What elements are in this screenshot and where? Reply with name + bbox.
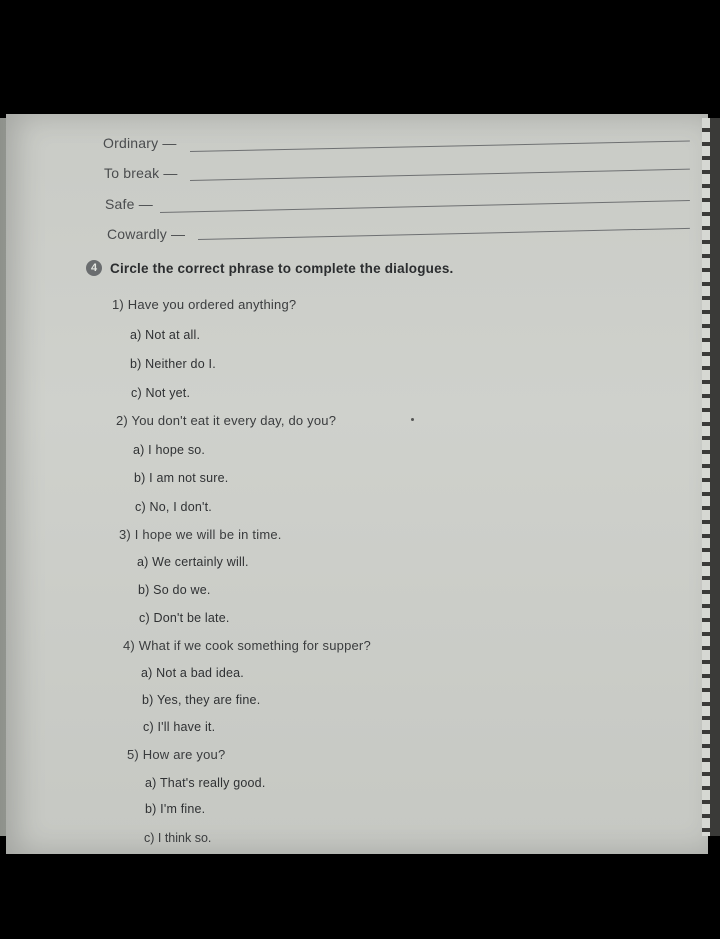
question-2-option-a: a) I hope so. xyxy=(133,443,206,457)
question-4-option-c: c) I'll have it. xyxy=(143,720,216,734)
vocab-safe: Safe — xyxy=(105,196,153,212)
question-2-option-c: c) No, I don't. xyxy=(135,500,212,514)
worksheet-photo xyxy=(0,118,720,845)
task-heading xyxy=(86,260,454,276)
question-3-option-a: a) We certainly will. xyxy=(137,555,249,569)
task-title: Circle the correct phrase to complete the dialogues. xyxy=(110,260,454,276)
question-2: 2) You don't eat it every day, do you? xyxy=(116,413,337,428)
paper-speck xyxy=(411,418,414,421)
question-4: 4) What if we cook something for supper? xyxy=(123,638,371,653)
question-1: 1) Have you ordered anything? xyxy=(112,297,297,312)
question-4-option-b: b) Yes, they are fine. xyxy=(142,693,261,707)
vocabulary-section xyxy=(0,118,720,248)
vocab-to-break: To break — xyxy=(104,165,178,181)
question-3-option-b: b) So do we. xyxy=(138,583,211,597)
question-1-option-c: c) Not yet. xyxy=(131,386,191,400)
question-3: 3) I hope we will be in time. xyxy=(119,527,282,542)
task-number-badge: 4 xyxy=(86,260,102,276)
question-5-option-a: a) That's really good. xyxy=(145,776,266,790)
question-1-option-a: a) Not at all. xyxy=(130,328,201,342)
question-4-option-a: a) Not a bad idea. xyxy=(141,666,244,680)
answer-line xyxy=(190,169,690,181)
question-1-option-b: b) Neither do I. xyxy=(130,357,216,371)
question-2-option-b: b) I am not sure. xyxy=(134,471,229,485)
vocab-cowardly: Cowardly — xyxy=(107,226,186,242)
question-3-option-c: c) Don't be late. xyxy=(139,611,230,625)
question-5-option-c: c) I think so. xyxy=(144,831,212,845)
answer-line xyxy=(190,141,690,152)
answer-line xyxy=(198,228,690,240)
question-5-option-b: b) I'm fine. xyxy=(145,802,206,816)
answer-line xyxy=(160,200,690,213)
vocab-ordinary: Ordinary — xyxy=(103,135,177,151)
question-5: 5) How are you? xyxy=(127,747,226,762)
